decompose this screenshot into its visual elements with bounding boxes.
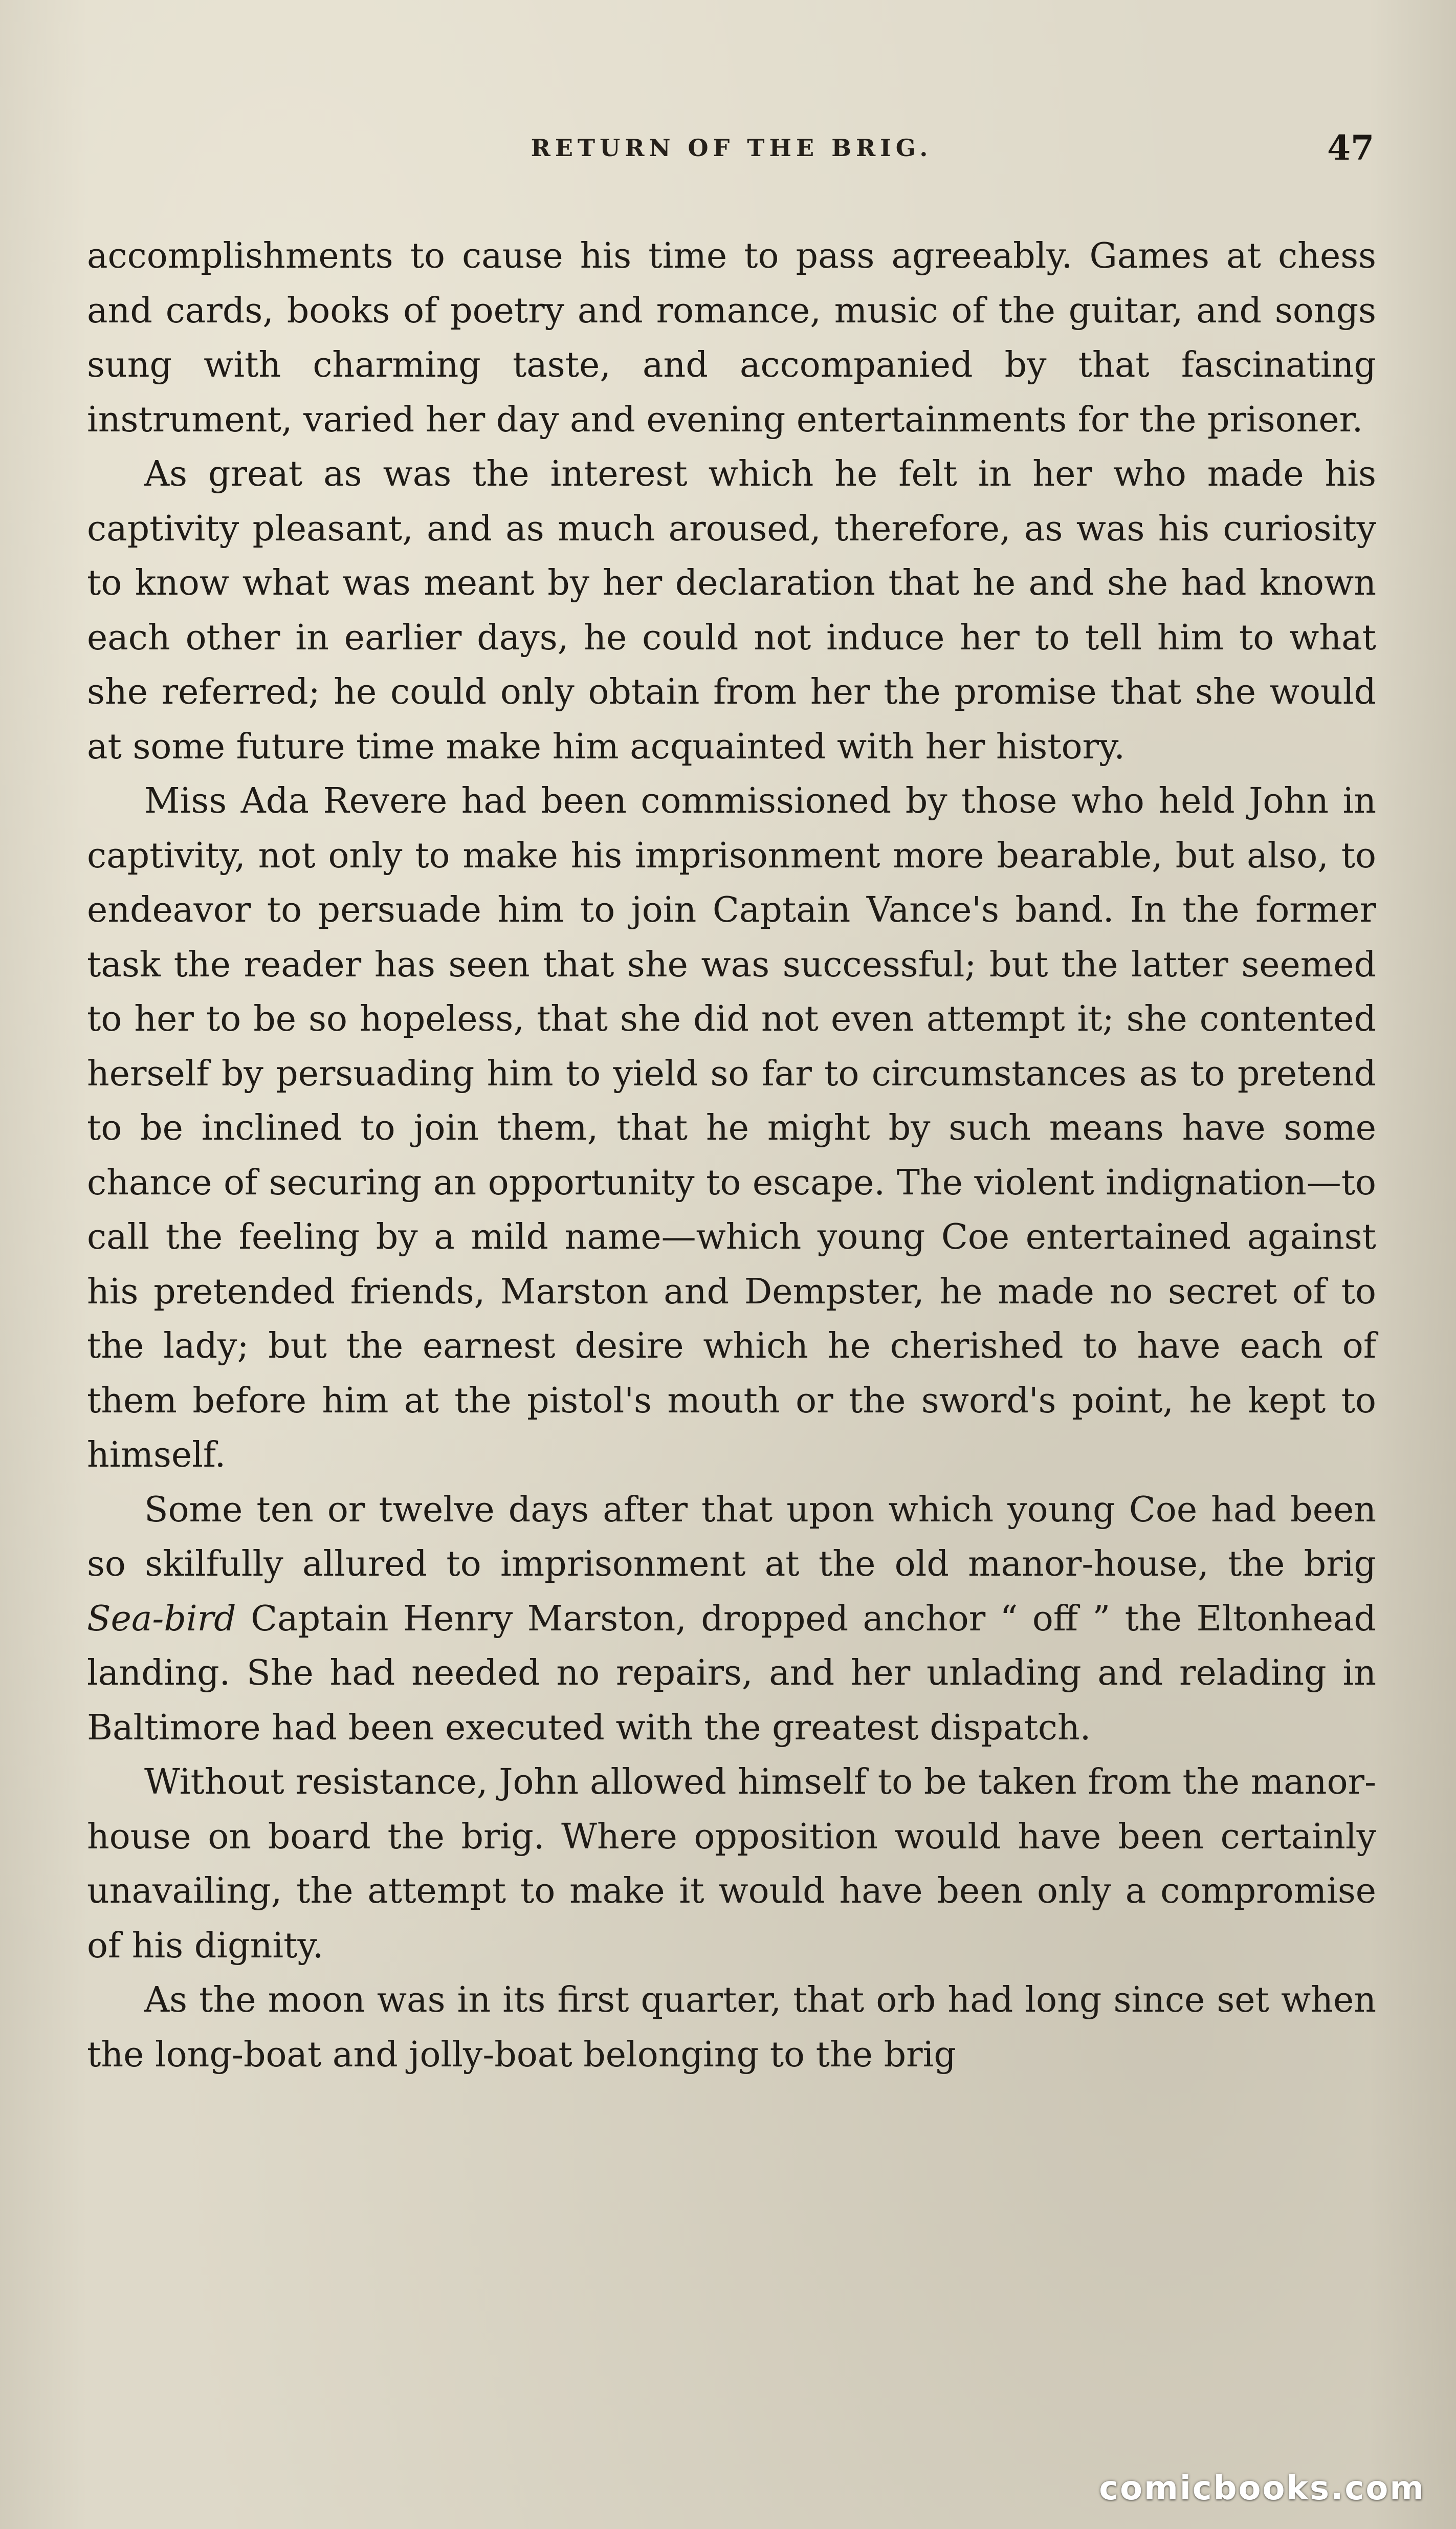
paragraph-4-text-before: Some ten or twelve days after that upon which young Coe had been so skilfully allured to imprisonment at the old manor-house, the brig — [87, 1489, 1376, 1584]
watermark: comicbooks.com — [1099, 2470, 1425, 2508]
paragraph-4 — [87, 1483, 1376, 1756]
ship-name: Sea-bird — [87, 1598, 236, 1639]
paragraph-3: Miss Ada Revere had been commissioned by those who held John in captivity, not only to make his imprisonment more bearable, but also, to endeavor to persuade him to join Captain Vance's band. In the former task the reader has seen that she was successful; but the latter seemed to her to be so hopeless, that she did not even attempt it; she contented herself by persuading him to yield so far to circumstances as to pretend to be inclined to join them, that he might by such means have some chance of securing an opportunity to escape. The violent indignation—to call the feeling by a mild name—which young Coe entertained against his pretended friends, Marston and Dempster, he made no secret of to the lady; but the earnest desire which he cherished to have each of them before him at the pistol's mouth or the sword's point, he kept to himself. — [87, 781, 1376, 1475]
paragraph-4-text-after: Captain Henry Marston, dropped anchor “ off ” the Eltonhead landing. She had needed no repairs, and her unlading and relading in Baltimore had been executed with the greatest dispatch. — [87, 1598, 1376, 1748]
running-title: RETURN OF THE BRIG. — [531, 134, 933, 162]
paragraph-1: accomplishments to cause his time to pass agreeably. Games at chess and cards, books of poetry and romance, music of the guitar, and songs sung with charming taste, and accompanied by that fascinating instrument, varied her day and evening entertainments for the prisoner. — [87, 236, 1376, 440]
body-text — [87, 229, 1376, 2082]
paragraph-2: As great as was the interest which he felt in her who made his captivity pleasant, and as much aroused, therefore, as was his curiosity to know what was meant by her declaration that he and she had known each other in earlier days, he could not induce her to tell him to what she referred; he could only obtain from her the promise that she would at some future time make him acquainted with her history. — [87, 454, 1376, 767]
page-number: 47 — [1327, 128, 1374, 168]
running-head — [87, 128, 1376, 175]
paragraph-6: As the moon was in its first quarter, that orb had long since set when the long-boat and jolly-boat belonging to the brig — [87, 1980, 1376, 2075]
paragraph-5: Without resistance, John allowed himself to be taken from the manor-house on board the brig. Where opposition would have been certainly unavailing, the attempt to make it would have been only a compromise of his dignity. — [87, 1762, 1376, 1966]
